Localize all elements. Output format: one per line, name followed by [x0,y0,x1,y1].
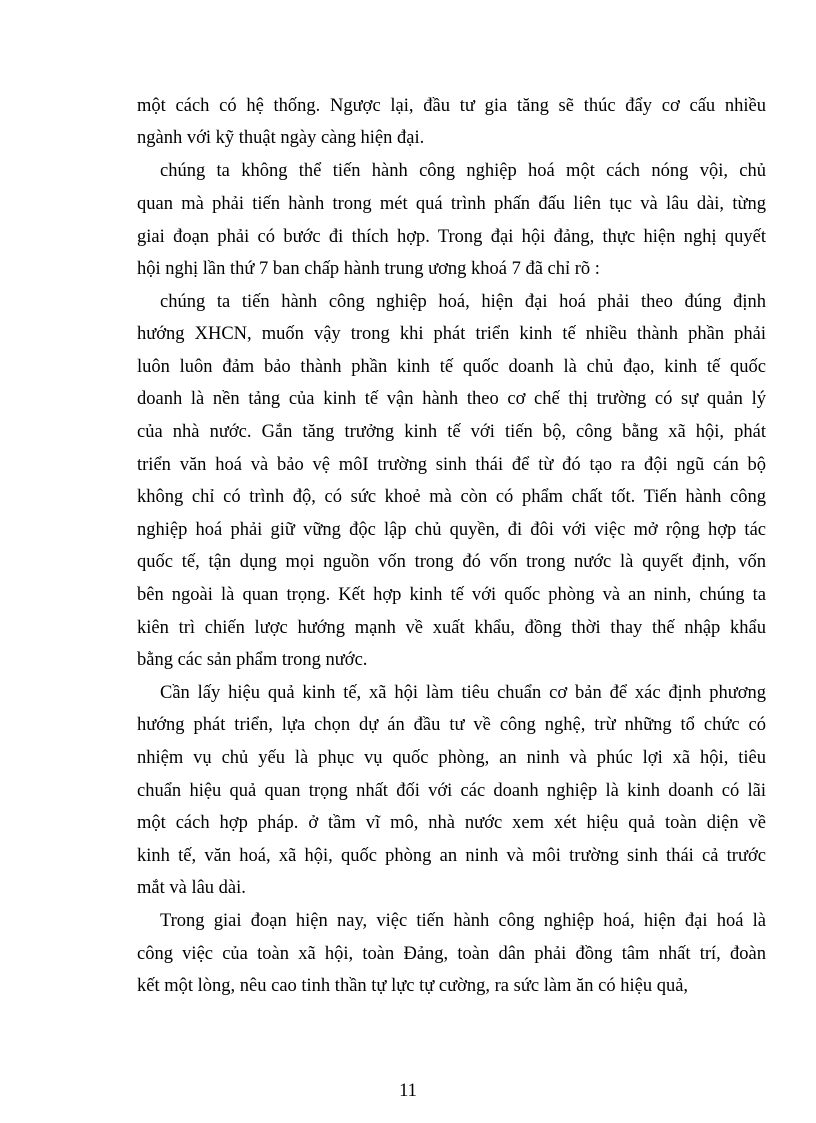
text-line: kiên trì chiến lược hướng mạnh về xuất khẩu, đồng thời thay thế nhập khẩu [137,618,766,638]
text-line: công việc của toàn xã hội, toàn Đảng, toàn dân phải đồng tâm nhất trí, đoàn [137,944,766,964]
text-line: luôn luôn đảm bảo thành phần kinh tế quốc doanh là chủ đạo, kinh tế quốc [137,357,766,377]
text-line: hội nghị lần thứ 7 ban chấp hành trung ương khoá 7 đã chỉ rõ : [137,259,600,279]
text-line: nghiệp hoá phải giữ vững độc lập chủ quyền, đi đôi với việc mở rộng hợp tác [137,520,766,540]
text-line: Trong giai đoạn hiện nay, việc tiến hành công nghiệp hoá, hiện đại hoá là [160,911,766,931]
text-line: không chỉ có trình độ, có sức khoẻ mà còn có phẩm chất tốt. Tiến hành công [137,487,766,507]
text-line: chuẩn hiệu quả quan trọng nhất đối với các doanh nghiệp là kinh doanh có lãi [137,781,766,801]
text-line: quốc tế, tận dụng mọi nguồn vốn trong đó vốn trong nước là quyết định, vốn [137,552,766,572]
text-line: chúng ta không thể tiến hành công nghiệp hoá một cách nóng vội, chủ [160,161,766,181]
text-line: kinh tế, văn hoá, xã hội, quốc phòng an ninh và môi trường sinh thái cả trước [137,846,766,866]
text-line: chúng ta tiến hành công nghiệp hoá, hiện đại hoá phải theo đúng định [160,292,766,312]
text-line: một cách hợp pháp. ở tầm vĩ mô, nhà nước xem xét hiệu quả toàn diện về [137,813,766,833]
text-line: của nhà nước. Gắn tăng trưởng kinh tế với tiến bộ, công bằng xã hội, phát [137,422,766,442]
text-line: mắt và lâu dài. [137,878,246,898]
text-line: bên ngoài là quan trọng. Kết hợp kinh tế với quốc phòng và an ninh, chúng ta [137,585,766,605]
text-line: hướng XHCN, muốn vậy trong khi phát triển kinh tế nhiều thành phần phải [137,324,766,344]
text-line: quan mà phải tiến hành trong mét quá trình phấn đấu liên tục và lâu dài, từng [137,194,766,214]
text-line: hướng phát triển, lựa chọn dự án đầu tư về công nghệ, trừ những tổ chức có [137,715,766,735]
text-line: kết một lòng, nêu cao tinh thần tự lực tự cường, ra sức làm ăn có hiệu quả, [137,976,689,996]
text-line: giai đoạn phải có bước đi thích hợp. Trong đại hội đảng, thực hiện nghị quyết [137,227,766,247]
text-line: ngành với kỹ thuật ngày càng hiện đại. [137,128,425,148]
text-line: Cần lấy hiệu quả kinh tế, xã hội làm tiêu chuẩn cơ bản để xác định phương [160,683,766,703]
text-line: một cách có hệ thống. Ngược lại, đầu tư gia tăng sẽ thúc đẩy cơ cấu nhiều [137,96,766,116]
text-line: doanh là nền tảng của kinh tế vận hành theo cơ chế thị trường có sự quản lý [137,389,766,409]
text-line: nhiệm vụ chủ yếu là phục vụ quốc phòng, an ninh và phúc lợi xã hội, tiêu [137,748,766,768]
text-line: triển văn hoá và bảo vệ môI trường sinh thái để từ đó tạo ra đội ngũ cán bộ [137,455,766,475]
page-number: 11 [399,1081,417,1101]
text-line: bằng các sản phẩm trong nước. [137,650,368,670]
